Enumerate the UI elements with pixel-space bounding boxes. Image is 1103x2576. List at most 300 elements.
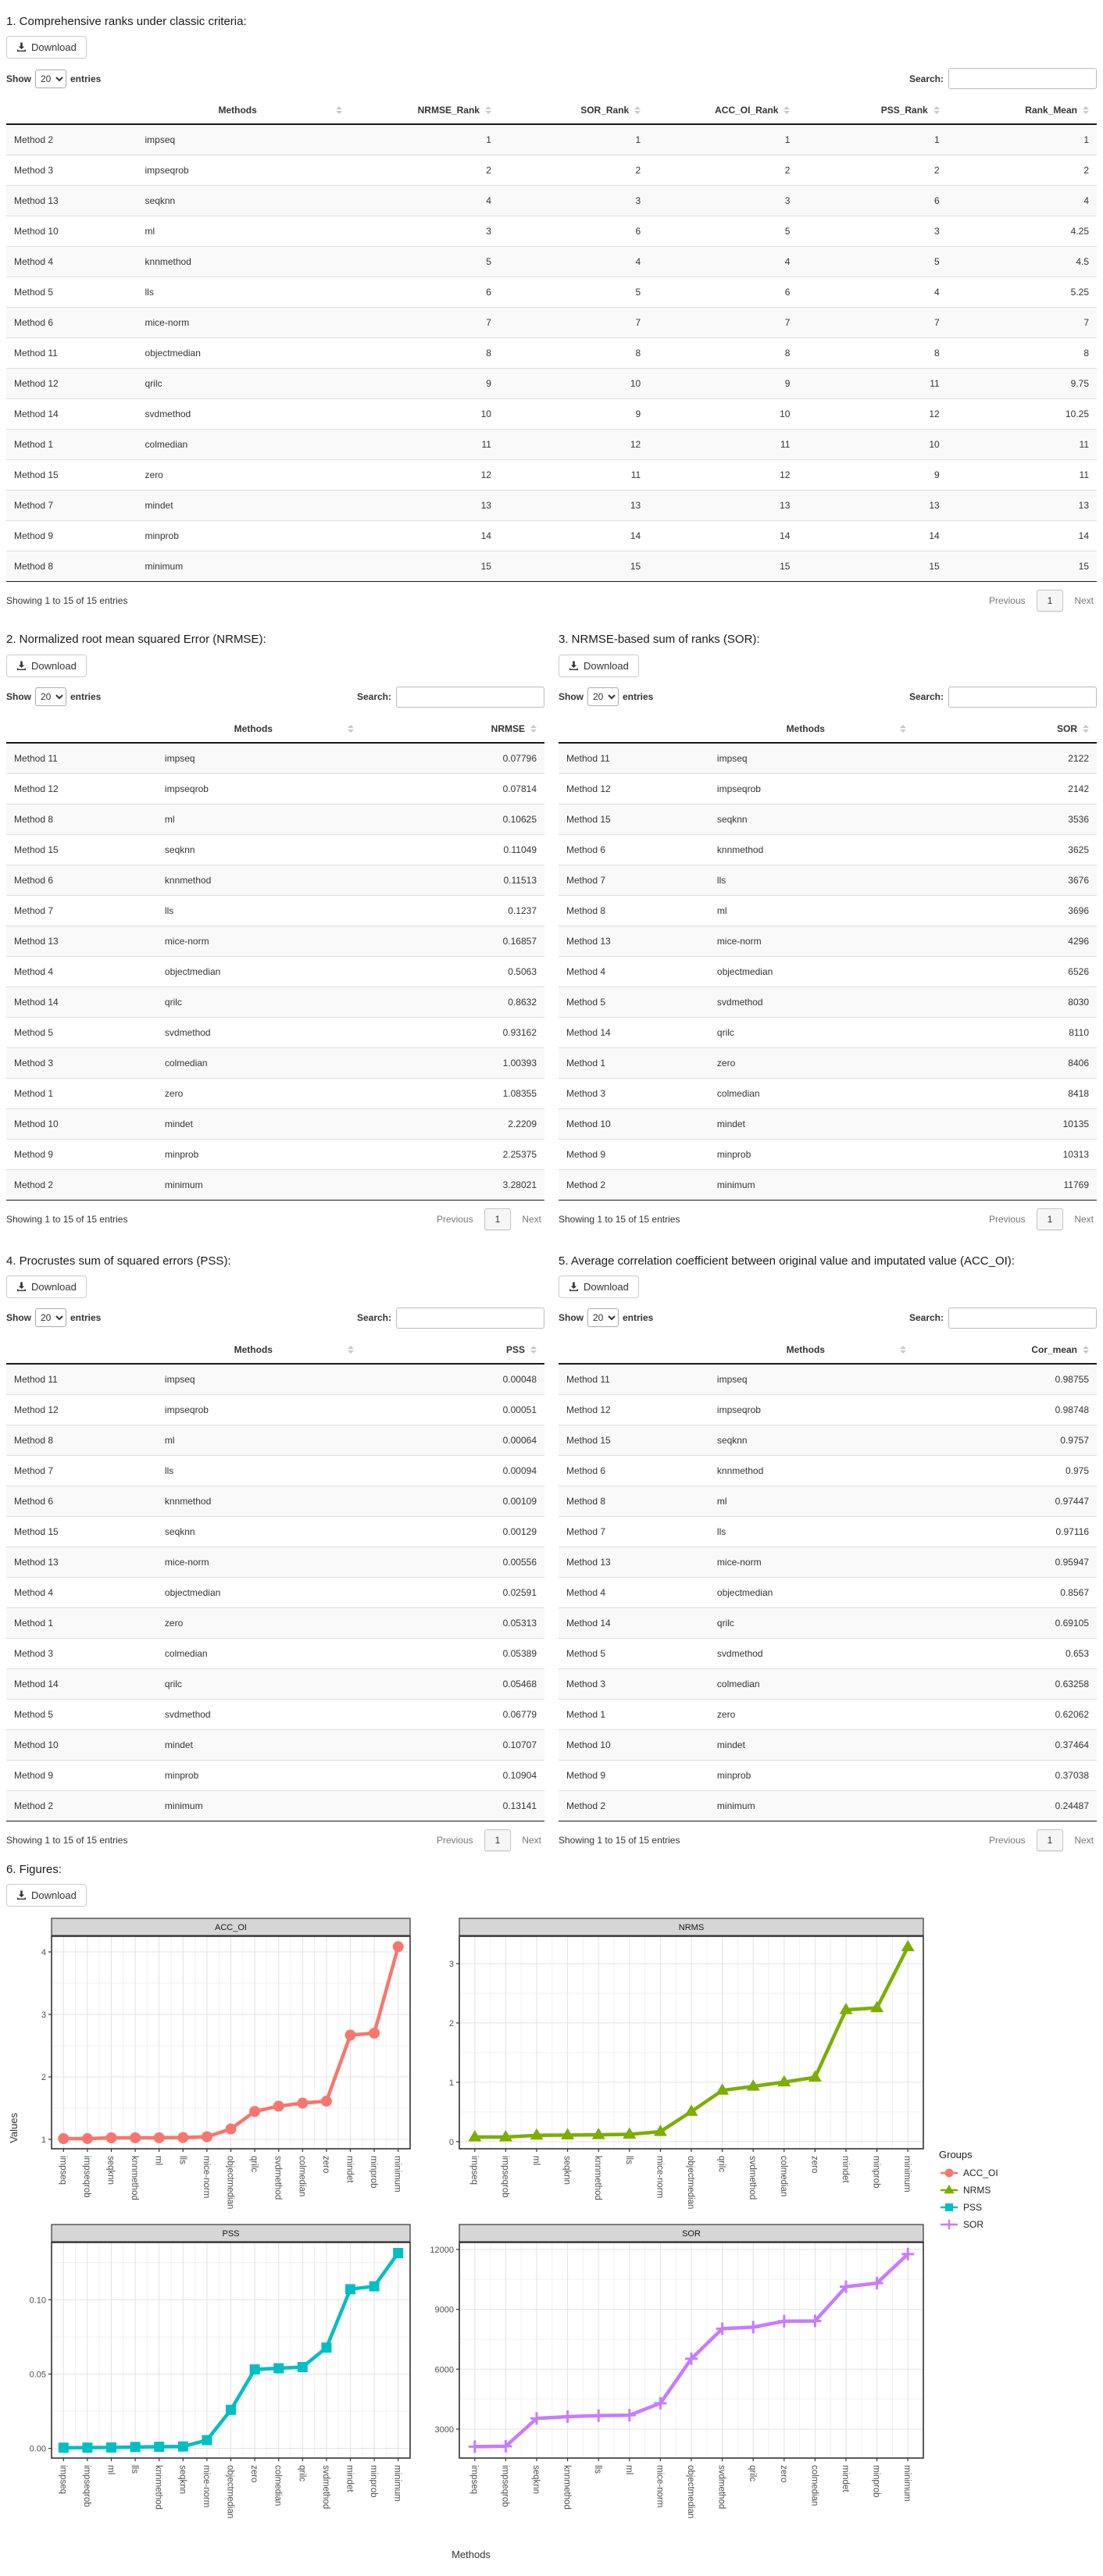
value-cell: 8 xyxy=(635,348,641,359)
row-name-cell: Method 11 xyxy=(14,1373,58,1385)
table-row xyxy=(559,1108,1097,1139)
table-row xyxy=(559,1169,1097,1200)
value-cell: 0.00094 xyxy=(502,1465,537,1476)
value-cell: 15 xyxy=(630,561,641,573)
table-controls xyxy=(6,68,1097,89)
row-name-cell: Method 8 xyxy=(14,561,54,573)
method-name-cell: minprob xyxy=(716,1769,751,1781)
svg-text:impseqrob: impseqrob xyxy=(81,2156,91,2198)
method-name-cell: mice-norm xyxy=(716,935,762,947)
svg-text:lls: lls xyxy=(623,2156,634,2164)
section-title: 6. Figures: xyxy=(6,1862,62,1876)
value-cell: 5 xyxy=(934,256,940,268)
method-name-cell: colmedian xyxy=(164,1057,208,1069)
entries-select[interactable] xyxy=(35,1308,66,1327)
entries-select[interactable] xyxy=(35,687,66,706)
page-1-button[interactable]: 1 xyxy=(1037,1829,1064,1851)
row-name-cell: Method 3 xyxy=(14,165,54,177)
value-cell: 11 xyxy=(630,469,641,481)
value-cell: 3625 xyxy=(1068,844,1089,855)
method-name-cell: lls xyxy=(145,287,154,298)
svg-text:0.05: 0.05 xyxy=(29,2370,46,2380)
column-header-label: Methods xyxy=(234,722,273,734)
method-name-cell: knnmethod xyxy=(716,844,764,855)
column-header-nrmse[interactable] xyxy=(362,715,544,743)
table-row xyxy=(6,1760,544,1790)
row-name-cell: Method 2 xyxy=(566,1179,606,1190)
download-icon xyxy=(16,1282,27,1292)
table-controls xyxy=(6,1308,544,1329)
table-row xyxy=(6,1425,544,1455)
method-name-cell: knnmethod xyxy=(145,256,191,268)
value-cell: 14 xyxy=(1078,530,1089,542)
value-cell: 0.07796 xyxy=(502,752,537,764)
row-name-cell: Method 10 xyxy=(566,1118,611,1129)
value-cell: 0.06779 xyxy=(502,1708,537,1720)
value-cell: 1 xyxy=(486,134,491,146)
table-row xyxy=(6,521,1097,551)
chart-legend xyxy=(939,2149,998,2235)
method-name-cell: svdmethod xyxy=(164,1708,211,1720)
table-row xyxy=(6,1607,544,1638)
previous-button[interactable]: Previous xyxy=(988,1213,1026,1225)
table-row xyxy=(559,1455,1097,1486)
column-header-label: Methods xyxy=(234,1343,273,1355)
svg-text:colmedian: colmedian xyxy=(273,2465,283,2506)
row-name-cell: Method 9 xyxy=(566,1148,606,1160)
table-row xyxy=(6,216,1097,247)
value-cell: 1 xyxy=(784,134,791,146)
legend-items xyxy=(939,2166,998,2232)
row-name-cell: Method 10 xyxy=(566,1739,611,1750)
entries-select[interactable] xyxy=(587,1308,619,1327)
value-cell: 5.25 xyxy=(1070,287,1089,298)
row-name-cell: Method 7 xyxy=(14,500,54,512)
row-name-cell: Method 14 xyxy=(566,1617,611,1629)
method-name-cell: seqknn xyxy=(145,195,176,207)
value-cell: 2 xyxy=(1083,165,1089,177)
value-cell: 1 xyxy=(934,134,940,146)
value-cell: 6 xyxy=(934,195,940,207)
svg-text:impseqrob: impseqrob xyxy=(81,2465,91,2507)
svg-text:zero: zero xyxy=(809,2156,819,2174)
svg-text:minprob: minprob xyxy=(871,2156,881,2189)
row-name-cell: Method 11 xyxy=(566,1373,610,1385)
table-row xyxy=(6,1108,544,1139)
svg-text:9000: 9000 xyxy=(434,2305,454,2315)
table-row xyxy=(6,773,544,804)
method-name-cell: minimum xyxy=(145,561,184,573)
table-row xyxy=(559,1394,1097,1425)
value-cell: 2 xyxy=(635,165,641,177)
method-name-cell: colmedian xyxy=(716,1678,760,1689)
row-name-cell: Method 4 xyxy=(14,256,54,268)
method-name-cell: zero xyxy=(716,1708,736,1720)
value-cell: 15 xyxy=(480,561,491,573)
page-1-button[interactable]: 1 xyxy=(484,1829,512,1851)
column-header-sor[interactable] xyxy=(914,715,1097,743)
table-row xyxy=(559,1638,1097,1668)
download-button[interactable] xyxy=(559,1276,639,1298)
search-label: Search: xyxy=(908,73,944,84)
svg-text:seqknn: seqknn xyxy=(105,2156,116,2185)
method-name-cell: impseq xyxy=(164,1373,195,1385)
row-name-cell: Method 11 xyxy=(14,348,58,359)
value-cell: 4.25 xyxy=(1070,226,1089,237)
svg-text:minprob: minprob xyxy=(369,2156,379,2189)
sort-icon xyxy=(933,106,940,114)
column-header-methods[interactable] xyxy=(709,715,914,743)
column-header-pss[interactable] xyxy=(362,1336,544,1364)
value-cell: 0.10707 xyxy=(502,1739,537,1750)
method-name-cell: objectmedian xyxy=(145,348,201,359)
row-name-cell: Method 5 xyxy=(14,287,54,298)
row-name-cell: Method 8 xyxy=(14,1434,54,1446)
value-cell: 15 xyxy=(1078,561,1089,573)
value-cell: 0.11049 xyxy=(503,844,537,855)
chart-sor xyxy=(416,2224,929,2547)
search-label: Search: xyxy=(908,691,944,702)
svg-text:objectmedian: objectmedian xyxy=(225,2156,235,2210)
search-input[interactable] xyxy=(948,1308,1097,1329)
method-name-cell: qrilc xyxy=(164,1678,182,1689)
table-row xyxy=(6,1047,544,1078)
row-name-cell: Method 4 xyxy=(566,965,606,977)
value-cell: 10 xyxy=(480,409,491,420)
cor-mean-table xyxy=(559,1336,1097,1821)
value-cell: 0.00064 xyxy=(502,1434,537,1446)
value-cell: 0.5063 xyxy=(508,965,537,977)
table-row xyxy=(6,1017,544,1047)
table-row xyxy=(6,895,544,926)
download-icon xyxy=(16,661,27,671)
previous-button[interactable]: Previous xyxy=(436,1213,473,1225)
table-controls xyxy=(559,687,1097,708)
method-name-cell: impseqrob xyxy=(164,1404,209,1415)
value-cell: 2.2209 xyxy=(508,1118,537,1129)
value-cell: 1.08355 xyxy=(502,1087,537,1099)
value-cell: 4.5 xyxy=(1076,256,1089,268)
value-cell: 13 xyxy=(780,500,791,512)
svg-text:3000: 3000 xyxy=(434,2424,454,2435)
value-cell: 9 xyxy=(784,378,791,390)
header-row xyxy=(6,1336,544,1364)
row-name-cell: Method 13 xyxy=(566,935,611,947)
row-name-cell: Method 7 xyxy=(14,1465,54,1476)
sort-icon xyxy=(634,106,641,114)
value-cell: 4 xyxy=(1083,195,1089,207)
entries-select[interactable] xyxy=(587,687,619,706)
method-name-cell: qrilc xyxy=(164,996,182,1008)
row-name-cell: Method 1 xyxy=(14,1617,54,1629)
value-cell: 12 xyxy=(780,469,791,481)
value-cell: 0.07814 xyxy=(502,783,537,794)
show-label: Show xyxy=(559,691,584,702)
row-name-cell: Method 6 xyxy=(14,874,54,886)
value-cell: 6 xyxy=(784,287,791,298)
value-cell: 0.05313 xyxy=(502,1617,537,1629)
section-comprehensive-ranks xyxy=(6,14,1097,612)
svg-text:lls: lls xyxy=(177,2156,187,2164)
value-cell: 6 xyxy=(635,226,641,237)
next-button[interactable]: Next xyxy=(1074,595,1094,607)
svg-text:mice-norm: mice-norm xyxy=(655,2465,665,2508)
table-row xyxy=(559,1547,1097,1577)
table-row xyxy=(6,1668,544,1699)
value-cell: 2122 xyxy=(1068,752,1089,764)
value-cell: 0.00556 xyxy=(502,1556,537,1568)
svg-text:knnmethod: knnmethod xyxy=(153,2465,163,2510)
value-cell: 0.62062 xyxy=(1055,1708,1089,1720)
previous-button[interactable]: Previous xyxy=(988,595,1026,607)
table-row xyxy=(6,926,544,956)
previous-button[interactable]: Previous xyxy=(436,1834,473,1846)
page-1-button[interactable]: 1 xyxy=(1037,590,1064,612)
row-name-cell: Method 1 xyxy=(566,1708,606,1720)
pss-table xyxy=(6,1336,544,1821)
value-cell: 0.37038 xyxy=(1055,1769,1089,1781)
svg-text:2: 2 xyxy=(41,2073,46,2082)
search-label: Search: xyxy=(356,691,391,702)
show-entries xyxy=(6,70,101,88)
page-1-button[interactable]: 1 xyxy=(484,1208,512,1230)
value-cell: 0.00109 xyxy=(502,1495,537,1507)
row-name-cell: Method 5 xyxy=(14,1026,54,1038)
svg-text:3: 3 xyxy=(41,2010,46,2020)
value-cell: 12 xyxy=(929,409,940,420)
previous-button[interactable]: Previous xyxy=(988,1834,1026,1846)
row-name-cell: Method 1 xyxy=(14,439,54,451)
table-row xyxy=(559,743,1097,774)
table-row xyxy=(6,369,1097,399)
value-cell: 3 xyxy=(934,226,940,237)
sort-icon xyxy=(1083,1346,1089,1354)
value-cell: 5 xyxy=(635,287,641,298)
svg-text:lls: lls xyxy=(130,2465,140,2474)
value-cell: 9.75 xyxy=(1070,378,1089,390)
table-row xyxy=(559,895,1097,926)
column-header-label: PSS xyxy=(505,1343,525,1355)
value-cell: 8406 xyxy=(1068,1057,1089,1069)
value-cell: 15 xyxy=(929,561,940,573)
table-row xyxy=(6,1547,544,1577)
search-input[interactable] xyxy=(396,687,544,708)
svg-text:objectmedian: objectmedian xyxy=(225,2465,235,2519)
value-cell: 13 xyxy=(630,500,641,512)
value-cell: 8 xyxy=(1083,348,1089,359)
next-button[interactable]: Next xyxy=(522,1213,541,1225)
download-icon xyxy=(569,1282,579,1292)
column-header-rank_mean[interactable] xyxy=(948,97,1097,124)
column-header-sor_rank[interactable] xyxy=(499,97,648,124)
header-row xyxy=(6,715,544,743)
table-row xyxy=(6,1169,544,1200)
table-row xyxy=(559,1078,1097,1108)
column-header-nrmse_rank[interactable] xyxy=(350,97,499,124)
column-header-pss_rank[interactable] xyxy=(798,97,947,124)
svg-text:knnmethod: knnmethod xyxy=(130,2156,140,2200)
row-name-cell: Method 9 xyxy=(14,1148,54,1160)
method-name-cell: impseqrob xyxy=(164,783,209,794)
method-name-cell: minimum xyxy=(164,1800,203,1811)
value-cell: 7 xyxy=(1083,317,1089,329)
entries-label: entries xyxy=(623,691,654,702)
svg-text:mice-norm: mice-norm xyxy=(201,2156,211,2199)
download-button[interactable] xyxy=(6,1276,87,1298)
download-icon xyxy=(16,42,27,52)
pagination xyxy=(434,1208,544,1230)
svg-text:mindet: mindet xyxy=(841,2465,850,2492)
method-name-cell: svdmethod xyxy=(145,409,191,420)
value-cell: 5 xyxy=(784,226,791,237)
row-name-cell: Method 11 xyxy=(14,752,58,764)
column-header-methods[interactable] xyxy=(709,1336,914,1364)
sort-icon xyxy=(530,1346,537,1354)
row-name-cell: Method 11 xyxy=(566,752,610,764)
entries-label: entries xyxy=(70,691,102,702)
value-cell: 15 xyxy=(780,561,791,573)
row-name-cell: Method 13 xyxy=(14,195,59,207)
row-name-cell: Method 9 xyxy=(566,1769,606,1781)
method-name-cell: impseq xyxy=(716,1373,748,1385)
row-name-cell: Method 2 xyxy=(14,1179,54,1190)
value-cell: 3 xyxy=(784,195,791,207)
method-name-cell: lls xyxy=(716,1525,726,1537)
svg-text:mindet: mindet xyxy=(841,2156,850,2183)
legend-item-label: PSS xyxy=(963,2202,983,2213)
column-header-cor_mean[interactable] xyxy=(914,1336,1097,1364)
svg-text:ml: ml xyxy=(531,2156,541,2166)
section-title: 4. Procrustes sum of squared errors (PSS): xyxy=(6,1254,231,1268)
search-input[interactable] xyxy=(948,687,1097,708)
value-cell: 8418 xyxy=(1068,1087,1089,1099)
method-name-cell: mindet xyxy=(164,1739,193,1750)
row-name-cell: Method 5 xyxy=(14,1708,54,1720)
next-button[interactable]: Next xyxy=(1074,1834,1094,1846)
download-button[interactable] xyxy=(559,655,639,677)
row-name-cell: Method 10 xyxy=(14,1118,59,1129)
method-name-cell: zero xyxy=(145,469,163,481)
method-name-cell: lls xyxy=(164,1465,174,1476)
sort-icon xyxy=(1083,106,1089,114)
next-button[interactable]: Next xyxy=(1074,1213,1094,1225)
download-button[interactable] xyxy=(6,1884,87,1907)
legend-item-pss xyxy=(939,2200,998,2214)
method-name-cell: svdmethod xyxy=(716,1647,763,1659)
value-cell: 14 xyxy=(780,530,791,542)
download-button-label: Download xyxy=(584,659,629,672)
method-name-cell: impseq xyxy=(164,752,195,764)
download-button-label: Download xyxy=(31,659,77,672)
value-cell: 4 xyxy=(635,256,641,268)
svg-text:NRMS: NRMS xyxy=(678,1923,705,1932)
value-cell: 12 xyxy=(630,439,641,451)
chart-acc-oi xyxy=(12,1918,416,2222)
section-figures xyxy=(6,1862,1097,2560)
row-name-cell: Method 3 xyxy=(14,1647,54,1659)
y-axis-label: Values xyxy=(8,2113,20,2143)
column-header-label: Methods xyxy=(786,1343,825,1355)
column-header-label: NRMSE_Rank xyxy=(417,105,480,116)
method-name-cell: minprob xyxy=(164,1148,199,1160)
table-row xyxy=(559,956,1097,987)
value-cell: 8030 xyxy=(1068,996,1089,1008)
svg-text:qrilc: qrilc xyxy=(297,2465,307,2482)
value-cell: 11 xyxy=(1079,439,1089,451)
row-name-cell: Method 12 xyxy=(566,783,611,794)
nrmse-table xyxy=(6,715,544,1201)
svg-text:objectmedian: objectmedian xyxy=(686,2465,695,2519)
svg-text:lls: lls xyxy=(593,2465,603,2474)
column-header-label: Methods xyxy=(218,105,257,116)
legend-item-label: NRMS xyxy=(963,2185,991,2196)
section-pss xyxy=(6,1246,544,1854)
value-cell: 0.8632 xyxy=(508,996,537,1008)
value-cell: 0.02591 xyxy=(502,1586,537,1598)
table-row xyxy=(6,1455,544,1486)
next-button[interactable]: Next xyxy=(522,1834,541,1846)
value-cell: 0.00051 xyxy=(502,1404,537,1415)
table-row xyxy=(559,1017,1097,1047)
sort-icon xyxy=(348,1346,354,1354)
column-header-acc_oi_rank[interactable] xyxy=(648,97,798,124)
method-name-cell: mice-norm xyxy=(716,1556,762,1568)
row-name-cell: Method 13 xyxy=(14,1556,59,1568)
table-row xyxy=(559,865,1097,895)
value-cell: 3536 xyxy=(1068,813,1089,825)
svg-text:knnmethod: knnmethod xyxy=(593,2156,603,2200)
section-title: 3. NRMSE-based sum of ranks (SOR): xyxy=(559,633,760,647)
row-name-cell: Method 14 xyxy=(14,996,59,1008)
search-input[interactable] xyxy=(396,1308,544,1329)
value-cell: 0.63258 xyxy=(1055,1678,1089,1689)
row-name-cell: Method 3 xyxy=(566,1678,606,1689)
column-header-methods[interactable] xyxy=(157,1336,362,1364)
row-name-cell: Method 7 xyxy=(566,1525,606,1537)
download-button[interactable] xyxy=(6,36,87,59)
table-row xyxy=(6,551,1097,582)
table-row xyxy=(6,247,1097,277)
table-footer xyxy=(6,1208,544,1230)
pagination xyxy=(986,1208,1097,1230)
entries-select[interactable] xyxy=(35,70,66,88)
row-name-cell: Method 15 xyxy=(566,1434,611,1446)
value-cell: 3 xyxy=(486,226,491,237)
search-box xyxy=(357,1308,544,1329)
column-header-methods[interactable] xyxy=(137,97,350,124)
column-header-methods[interactable] xyxy=(157,715,362,743)
svg-text:zero: zero xyxy=(320,2156,330,2174)
svg-text:svdmethod: svdmethod xyxy=(320,2465,330,2510)
table-row xyxy=(559,1790,1097,1821)
table-row xyxy=(6,430,1097,460)
value-cell: 9 xyxy=(486,378,491,390)
row-name-cell: Method 3 xyxy=(14,1057,54,1069)
value-cell: 4296 xyxy=(1068,935,1089,947)
row-name-cell: Method 13 xyxy=(14,935,59,947)
method-name-cell: zero xyxy=(164,1087,184,1099)
svg-text:ACC_OI: ACC_OI xyxy=(215,1923,247,1932)
value-cell: 11769 xyxy=(1063,1179,1089,1190)
value-cell: 2 xyxy=(934,165,940,177)
download-button[interactable] xyxy=(6,655,87,677)
page-1-button[interactable]: 1 xyxy=(1037,1208,1064,1230)
method-name-cell: objectmedian xyxy=(716,965,773,977)
value-cell: 1 xyxy=(1083,134,1089,146)
show-entries xyxy=(6,687,101,706)
search-input[interactable] xyxy=(948,68,1097,89)
method-name-cell: qrilc xyxy=(716,1617,734,1629)
